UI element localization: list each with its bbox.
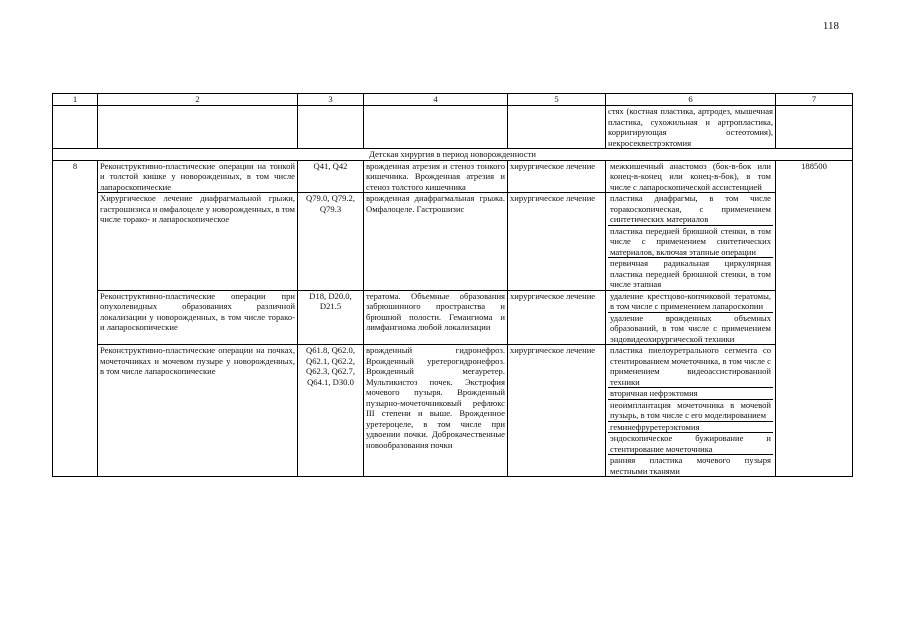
procedure-name: Реконструктивно-пластические операции при опухолевидных образованиях различной локализации у новорожденных, в том числе торако- и лапароскопические [98,290,298,345]
method-item: ранняя пластика мочевого пузыря местными тканями [610,455,771,476]
method-item: геминефруретерэктомия [608,422,773,434]
diagnosis: врожденная атрезия и стеноз тонкого кишечника. Врожденная атрезия и стеноз толстого кишечника [364,160,508,193]
continuation-row [53,106,853,149]
price: 188500 [776,160,853,477]
treatment-type: хирургическое лечение [508,193,606,291]
methods-cell [606,345,776,477]
diagnosis: врожденная диафрагмальная грыжа. Омфалоцеле. Гастрошизис [364,193,508,291]
header-row [53,94,853,106]
methods-cell [606,193,776,291]
page-number: 118 [822,20,839,32]
procedure-name: Хирургическое лечение диафрагмальной грыжи, гастрошизиса и омфалоцеле у новорожденных, в том числе торако- и лапароскопическое [98,193,298,291]
continuation-methods-cell: стях (костная пластика, артродез, мышечная пластика, сухожильная и артропластика, корригирующая остеотомия), некросеквестрэктомия [606,106,776,149]
column-header: 5 [508,94,606,106]
section-title: Детская хирургия в период новорожденности [53,149,853,161]
procedure-name: Реконструктивно-пластические операции на почках, мочеточниках и мочевом пузыре у новорожденных, в том числе лапароскопические [98,345,298,477]
method-item: первичная радикальная циркулярная пластика передней брюшной стенки, в том числе этапная [610,258,771,289]
method-item: удаление крестцово-копчиковой тератомы, в том числе с применением лапароскопии [610,290,771,311]
methods-cell [606,290,776,345]
icd-codes: Q79.0, Q79.2, Q79.3 [298,193,364,291]
method-item: пластика пиелоуретрального сегмента со стентированием мочеточника, в том числе с применением видеоассистированной техники [610,345,771,387]
treatment-type: хирургическое лечение [508,345,606,477]
table-row [53,193,853,291]
column-header: 6 [606,94,776,106]
procedures-table [52,93,853,477]
table-row [53,345,853,477]
icd-codes: D18, D20.0, D21.5 [298,290,364,345]
column-header: 4 [364,94,508,106]
treatment-type: хирургическое лечение [508,290,606,345]
section-row [53,149,853,161]
methods-cell [606,160,776,193]
column-header: 1 [53,94,98,106]
diagnosis: врожденный гидронефроз. Врожденный уретерогидронефроз. Врожденный мегауретер. Мультикистоз почек. Экстрофия мочевого пузыря. Врожденный пузырно-мочеточниковый рефлюкс III степени и выше. Врожденное уретероцеле, в том числе при удвоении почки. Доброкачественные новообразования почки [364,345,508,477]
table-row [53,160,853,193]
method-item: удаление врожденных объемных образований, в том числе с применением эндовидеохирургической техники [610,312,771,344]
column-header: 7 [776,94,853,106]
diagnosis: тератома. Объемные образования забрюшинного пространства и брюшной полости. Гемангиома и лимфангиома любой локализации [364,290,508,345]
column-header: 3 [298,94,364,106]
icd-codes: Q41, Q42 [298,160,364,193]
table-row [53,290,853,345]
method-item: пластика передней брюшной стенки, в том числе с применением синтетических материалов, включая этапные операции [610,225,771,257]
method-item: неоимплантация мочеточника в мочевой пузырь, в том числе с его моделированием [610,399,771,420]
method-item: пластика диафрагмы, в том числе торакоскопическая, с применением синтетических материалов [610,193,771,224]
treatment-type: хирургическое лечение [508,160,606,193]
method-item: эндоскопическое бужирование и стентирование мочеточника [610,433,771,454]
icd-codes: Q61.8, Q62.0, Q62.1, Q62.2, Q62.3, Q62.7, Q64.1, D30.0 [298,345,364,477]
method-item: межкишечный анастомоз (бок-в-бок или конец-в-конец или конец-в-бок), в том числе с лапароскопической ассистенцией [610,160,771,192]
procedure-name: Реконструктивно-пластические операции на тонкой и толстой кишке у новорожденных, в том числе лапароскопические [98,160,298,193]
group-number: 8 [53,160,98,477]
column-header: 2 [98,94,298,106]
method-item: вторичная нефрэктомия [608,388,773,400]
